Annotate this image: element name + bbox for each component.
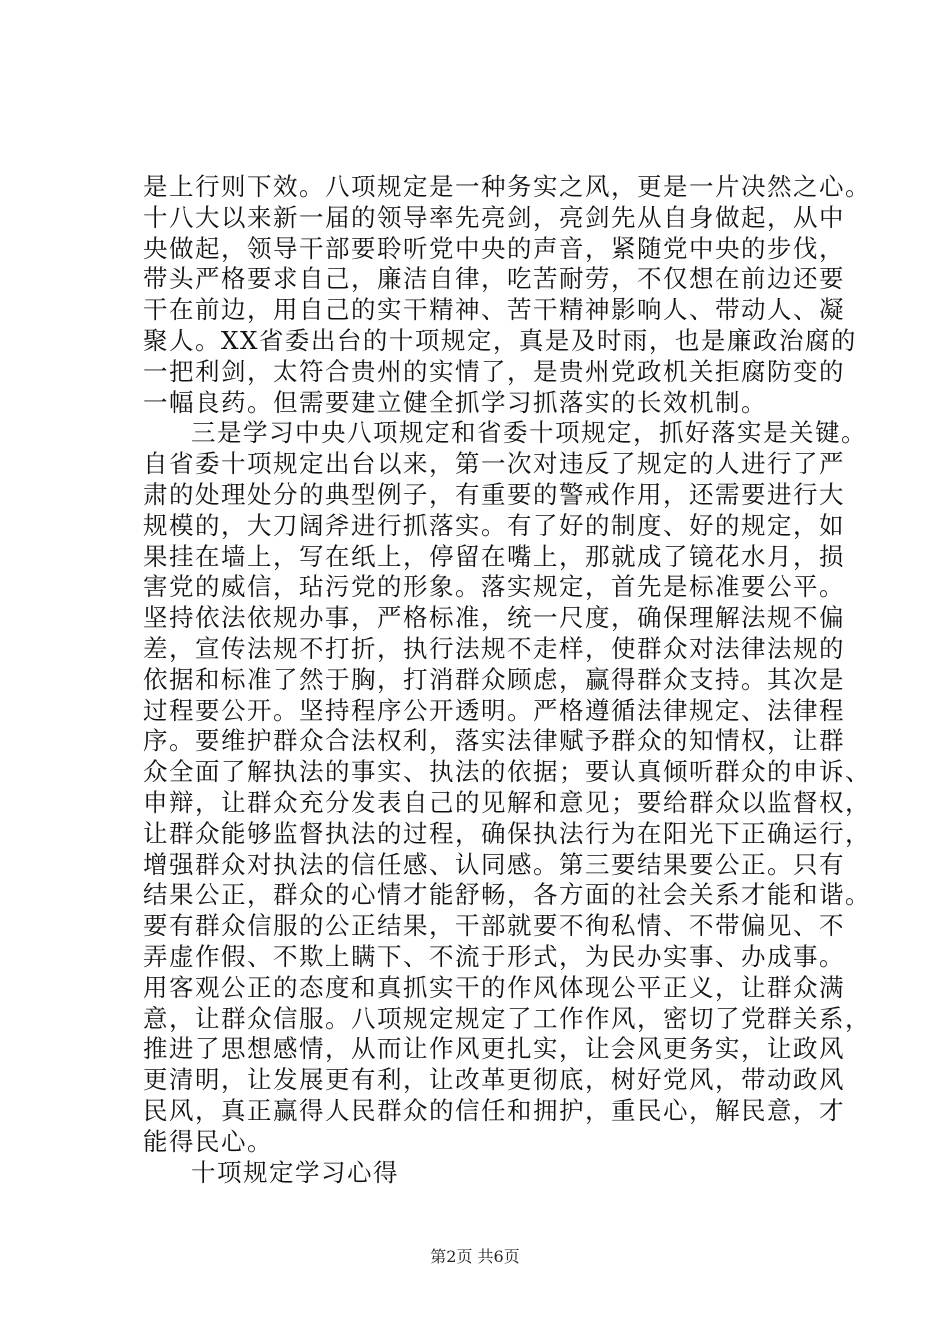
text-line: 更清明，让发展更有利，让改革更彻底，树好党风，带动政风 bbox=[143, 1065, 845, 1095]
text-line: 让群众能够监督执法的过程，确保执法行为在阳光下正确运行， bbox=[143, 818, 871, 848]
document-body bbox=[143, 172, 871, 1188]
text-line: 一把利剑，太符合贵州的实情了，是贵州党政机关拒腐防变的 bbox=[143, 356, 845, 386]
text-line: 自省委十项规定出台以来，第一次对违反了规定的人进行了严 bbox=[143, 449, 845, 479]
text-line: 申辩，让群众充分发表自己的见解和意见；要给群众以监督权， bbox=[143, 787, 871, 817]
text-line: 用客观公正的态度和真抓实干的作风体现公平正义，让群众满 bbox=[143, 972, 845, 1002]
text-line: 序。要维护群众合法权利，落实法律赋予群众的知情权，让群 bbox=[143, 726, 845, 756]
text-line: 推进了思想感情，从而让作风更扎实，让会风更务实，让政风 bbox=[143, 1034, 845, 1064]
text-line: 民风，真正赢得人民群众的信任和拥护，重民心，解民意，才 bbox=[143, 1095, 845, 1125]
text-line: 差，宣传法规不打折，执行法规不走样，使群众对法律法规的 bbox=[143, 633, 845, 663]
text-line: 央做起，领导干部要聆听党中央的声音，紧随党中央的步伐， bbox=[143, 233, 845, 263]
text-line: 十八大以来新一届的领导率先亮剑，亮剑先从自身做起，从中 bbox=[143, 202, 845, 232]
text-line: 坚持依法依规办事，严格标准，统一尺度，确保理解法规不偏 bbox=[143, 603, 845, 633]
text-line: 规模的，大刀阔斧进行抓落实。有了好的制度、好的规定，如 bbox=[143, 510, 845, 540]
text-line: 弄虚作假、不欺上瞒下、不流于形式，为民办实事、办成事。 bbox=[143, 941, 845, 971]
text-line: 要有群众信服的公正结果，干部就要不徇私情、不带偏见、不 bbox=[143, 911, 845, 941]
text-line: 聚人。XX省委出台的十项规定，真是及时雨，也是廉政治腐的 bbox=[143, 325, 857, 355]
text-line: 众全面了解执法的事实、执法的依据；要认真倾听群众的申诉、 bbox=[143, 757, 871, 787]
text-line: 过程要公开。坚持程序公开透明。严格遵循法律规定、法律程 bbox=[143, 695, 845, 725]
text-line: 干在前边，用自己的实干精神、苦干精神影响人、带动人、凝 bbox=[143, 295, 845, 325]
text-line: 意，让群众信服。八项规定规定了工作作风，密切了党群关系， bbox=[143, 1003, 871, 1033]
text-line: 带头严格要求自己，廉洁自律，吃苦耐劳，不仅想在前边还要 bbox=[143, 264, 845, 294]
text-line: 增强群众对执法的信任感、认同感。第三要结果要公正。只有 bbox=[143, 849, 845, 879]
page-number-footer: 第2页 共6页 bbox=[430, 1247, 520, 1266]
text-line: 果挂在墙上，写在纸上，停留在嘴上，那就成了镜花水月，损 bbox=[143, 541, 845, 571]
text-line: 十项规定学习心得 bbox=[191, 1157, 399, 1187]
text-line: 依据和标准了然于胸，打消群众顾虑，赢得群众支持。其次是 bbox=[143, 664, 845, 694]
text-line: 三是学习中央八项规定和省委十项规定，抓好落实是关键。 bbox=[191, 418, 867, 448]
text-line: 能得民心。 bbox=[143, 1126, 273, 1156]
text-line: 一幅良药。但需要建立健全抓学习抓落实的长效机制。 bbox=[143, 387, 767, 417]
text-line: 害党的威信，玷污党的形象。落实规定，首先是标准要公平。 bbox=[143, 572, 845, 602]
text-line: 结果公正，群众的心情才能舒畅，各方面的社会关系才能和谐。 bbox=[143, 880, 871, 910]
text-line: 是上行则下效。八项规定是一种务实之风，更是一片决然之心。 bbox=[143, 172, 871, 201]
text-line: 肃的处理处分的典型例子，有重要的警戒作用，还需要进行大 bbox=[143, 479, 845, 509]
